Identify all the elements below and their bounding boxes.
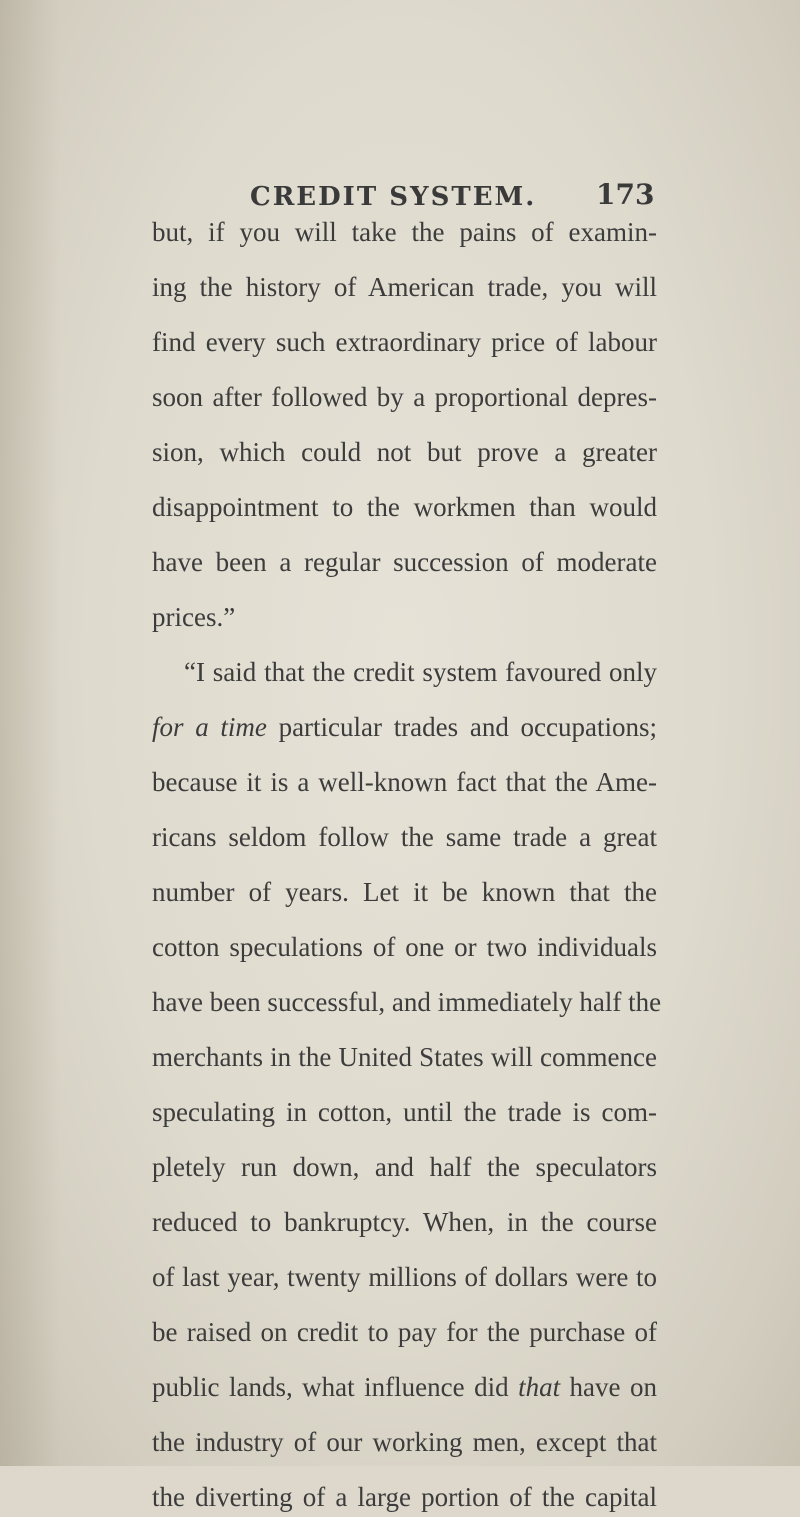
text-line: but, if you will take the pains of examin-: [152, 217, 657, 247]
text-line: be raised on credit to pay for the purchase of: [152, 1317, 657, 1347]
italic-phrase: for a time: [152, 712, 267, 742]
text-line: ricans seldom follow the same trade a great: [152, 822, 657, 852]
text-line: the diverting of a large portion of the capital: [152, 1482, 657, 1512]
text-line: cotton speculations of one or two individuals: [152, 932, 657, 962]
text-line: sion, which could not but prove a greater: [152, 437, 657, 467]
text-line: soon after followed by a proportional depres-: [152, 382, 657, 412]
text-line: of last year, twenty millions of dollars were to: [152, 1262, 657, 1292]
text-line: find every such extraordinary price of labour: [152, 327, 657, 357]
text-segment: particular trades and occupations;: [266, 712, 657, 742]
text-line: the industry of our working men, except that: [152, 1427, 657, 1457]
page-number: 173: [596, 178, 655, 211]
text-line: number of years. Let it be known that the: [152, 877, 657, 907]
page-gutter-shadow: [0, 0, 60, 1466]
text-segment: have on: [560, 1372, 658, 1402]
text-line: have been successful, and immediately half the: [152, 987, 662, 1017]
text-line: have been a regular succession of moderate: [152, 547, 657, 577]
text-line: reduced to bankruptcy. When, in the course: [152, 1207, 657, 1237]
text-line: “I said that the credit system favoured only: [184, 657, 657, 687]
text-line-with-italic: [152, 707, 657, 747]
text-line: disappointment to the workmen than would: [152, 492, 657, 522]
text-segment: public lands, what influence did: [152, 1372, 519, 1402]
text-line-with-italic: [152, 1367, 657, 1407]
text-line: pletely run down, and half the speculators: [152, 1152, 657, 1182]
italic-phrase: that: [518, 1372, 561, 1402]
text-line: speculating in cotton, until the trade is com-: [152, 1097, 657, 1127]
text-line: ing the history of American trade, you will: [152, 272, 657, 302]
text-line: merchants in the United States will commence: [152, 1042, 657, 1072]
running-head: CREDIT SYSTEM.: [250, 182, 537, 212]
text-line: because it is a well-known fact that the Ame-: [152, 767, 657, 797]
text-line: prices.”: [152, 602, 236, 632]
